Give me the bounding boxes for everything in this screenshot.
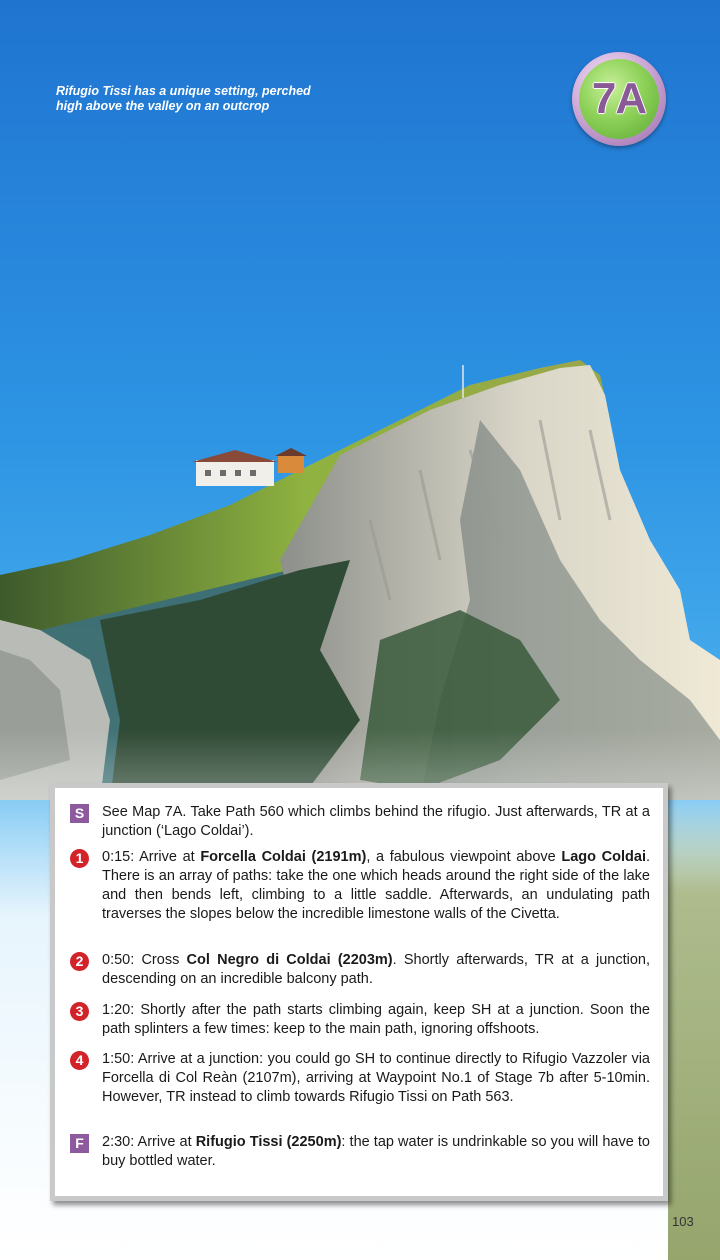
- photo-caption: [56, 84, 356, 114]
- step-run: 0:15: Arrive at: [102, 849, 201, 865]
- step-run: . There is an array of paths: take the one which heads around the right side of the lake and then bends left, climbing to a little saddle. Afterwards, an undulating path traverses the slopes below the incredible limestone walls of the Civetta.: [102, 849, 651, 922]
- step-text: [102, 1001, 650, 1039]
- route-step-4: [70, 1050, 650, 1107]
- route-step-2: [70, 951, 650, 989]
- map-badge: [572, 52, 666, 146]
- start-marker: S: [70, 804, 89, 823]
- route-step-3: [70, 1001, 650, 1039]
- badge-inner: [579, 59, 659, 139]
- badge-label: 7A: [591, 74, 647, 123]
- route-step-finish: [70, 1133, 650, 1171]
- finish-marker: F: [70, 1134, 89, 1153]
- waypoint-marker-2: 2: [70, 952, 89, 971]
- waypoint-marker-3: 3: [70, 1002, 89, 1021]
- waypoint-marker-4: 4: [70, 1051, 89, 1070]
- step-text: [102, 951, 650, 989]
- place-name: Rifugio Tissi (2250m): [195, 1134, 342, 1150]
- route-step-1: [70, 848, 650, 924]
- caption-line: high above the valley on an outcrop: [56, 99, 270, 113]
- step-run: : the tap water is undrinkable so you will have to buy bottled water.: [102, 1134, 650, 1169]
- step-run: 0:50: Cross: [102, 952, 187, 968]
- place-name: Col Negro di Coldai (2203m): [186, 952, 393, 968]
- route-card: [50, 783, 668, 1201]
- step-text: [102, 803, 650, 841]
- step-text: [102, 848, 650, 924]
- step-text: [102, 1050, 650, 1107]
- step-text: [102, 1133, 650, 1171]
- place-name: Forcella Coldai (2191m): [200, 849, 367, 865]
- step-run: . Shortly afterwards, TR at a junction, descending on an incredible balcony path.: [102, 952, 651, 987]
- step-run: , a fabulous viewpoint above: [366, 849, 562, 865]
- place-name: Lago Coldai: [561, 849, 646, 865]
- route-step-start: [70, 803, 650, 841]
- caption-line: Rifugio Tissi has a unique setting, perched: [56, 84, 311, 98]
- step-run: 1:20: Shortly after the path starts climbing again, keep SH at a junction. Soon the path splinters a few times: keep to the main path, ignoring offshoots.: [102, 1002, 650, 1037]
- step-run: 2:30: Arrive at: [102, 1134, 196, 1150]
- waypoint-marker-1: 1: [70, 849, 89, 868]
- step-run: 1:50: Arrive at a junction: you could go SH to continue directly to Rifugio Vazzoler via Forcella di Col Reàn (2107m), arriving at Waypoint No.1 of Stage 7b after 5-10min. However, TR instead to climb towards Rifugio Tissi on Path 563.: [102, 1051, 650, 1105]
- step-run: See Map 7A. Take Path 560 which climbs behind the rifugio. Just afterwards, TR at a junction (‘Lago Coldai’).: [102, 804, 650, 839]
- page-number: 103: [672, 1214, 694, 1229]
